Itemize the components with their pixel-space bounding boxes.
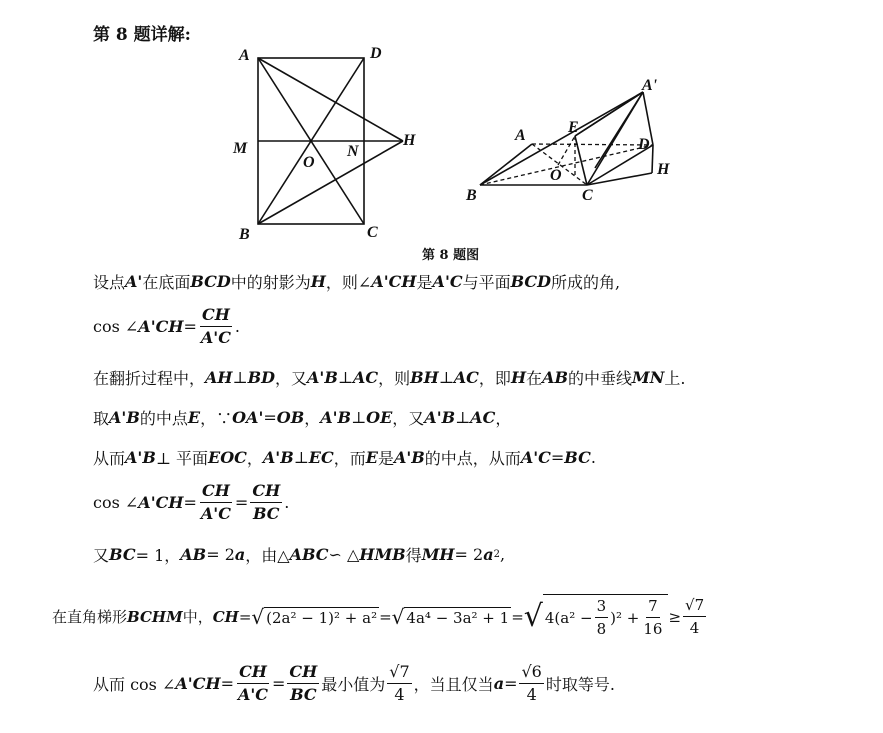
figure-planar [225, 40, 435, 245]
math: A'B [393, 448, 425, 467]
text: = [379, 607, 392, 626]
text: ，又 [392, 409, 425, 428]
math: E [187, 408, 201, 427]
text: ⊥ [351, 408, 367, 427]
math: HMB [359, 545, 406, 564]
math: H [510, 368, 527, 387]
label-O: O [550, 167, 562, 184]
denominator: 16 [643, 620, 663, 638]
text: ， [495, 409, 512, 428]
math: AB [180, 545, 207, 564]
label-M: M [233, 140, 248, 157]
math: BCD [510, 272, 552, 291]
text: = 2 [454, 545, 484, 564]
denominator: 4 [394, 685, 405, 704]
math: BD [247, 368, 275, 387]
label-O: O [303, 154, 315, 171]
math: ABC [289, 545, 329, 564]
text: ⊥ [455, 408, 471, 427]
math: A'C [432, 272, 463, 291]
text: 取 [93, 409, 110, 428]
text: ， [304, 409, 321, 428]
label-C: C [582, 187, 593, 204]
label-A: A [515, 127, 526, 144]
text: 是 [416, 273, 433, 292]
math: A'B [125, 448, 156, 467]
formula-line-2 [93, 305, 240, 348]
text: ⊥ [337, 368, 353, 387]
math: BCD [190, 272, 231, 291]
numerator: CH [200, 481, 232, 503]
text: 最小值为 [321, 675, 386, 694]
text-line-7 [93, 543, 505, 566]
text: . [284, 493, 290, 512]
text: cos ∠ [93, 493, 139, 512]
text: 在底面 [142, 273, 191, 292]
sqrt-1 [251, 605, 379, 629]
text: 与平面 [462, 273, 511, 292]
text: = 1， [135, 546, 181, 565]
exponent: 2 [493, 549, 500, 560]
fraction [236, 662, 270, 705]
text: = [511, 607, 524, 626]
text: 所成的角, [551, 273, 621, 292]
text: ，∵ [200, 409, 233, 428]
text: 在直角梯形 [52, 608, 128, 626]
text: ，当且仅当 [413, 675, 494, 694]
math: EC [308, 448, 334, 467]
sqrt-2 [392, 605, 512, 629]
numerator: CH [250, 481, 282, 503]
text: ⊥ [232, 368, 248, 387]
text: ，由△ [245, 546, 290, 565]
radicand: 4a⁴ − 3a² + 1 [406, 608, 510, 627]
text: , [499, 545, 506, 564]
math: OB [276, 408, 305, 427]
fraction [387, 662, 411, 705]
fraction [199, 481, 233, 524]
label-D: D [638, 136, 650, 153]
denominator: 4 [689, 619, 700, 637]
text: 设点 [93, 273, 126, 292]
math: A'C [520, 448, 551, 467]
text: = [504, 674, 518, 693]
math: AC [352, 368, 379, 387]
denominator: A'C [200, 328, 231, 347]
text: 中， [182, 608, 213, 626]
formula-line-9 [93, 662, 615, 705]
text: ⊥ [438, 368, 454, 387]
text: . [234, 317, 241, 336]
numerator: √7 [683, 595, 706, 617]
math: A'CH [138, 317, 184, 336]
math: A'CH [175, 674, 221, 693]
formula-line-8 [52, 594, 708, 639]
numerator: √6 [519, 662, 543, 684]
solution-heading: 第 8 题详解: [93, 25, 191, 45]
fraction [683, 595, 706, 638]
text: = [263, 408, 277, 427]
math: CH [212, 607, 239, 626]
math: AB [542, 368, 569, 387]
numerator: √7 [387, 662, 411, 684]
math: BH [410, 368, 439, 387]
text: 4(a² − [544, 608, 593, 627]
text: 的中点 [139, 409, 188, 428]
text-line-1 [93, 270, 620, 293]
label-B: B [466, 187, 477, 204]
text: 从而 cos ∠ [93, 675, 176, 694]
fraction [250, 481, 282, 524]
text: 上. [664, 369, 686, 388]
label-H: H [657, 161, 670, 178]
figure-caption: 第 8 题图 [422, 248, 480, 263]
text: = [272, 674, 286, 693]
math: a [483, 545, 494, 564]
text: . [590, 448, 596, 467]
sqrt-sign: √ [251, 604, 265, 629]
text: ， [246, 449, 263, 468]
text: = [238, 607, 252, 626]
text: ，则∠ [325, 273, 372, 292]
radicand [543, 594, 669, 639]
math: a [234, 545, 246, 564]
fraction [519, 662, 543, 705]
math: AC [470, 408, 496, 427]
text: = [183, 493, 197, 512]
math: AH [205, 368, 233, 387]
math: AC [453, 368, 479, 387]
text: 在翻折过程中， [93, 369, 206, 388]
label-B: B [239, 226, 250, 243]
text: = [183, 317, 197, 336]
formula-line-6 [93, 481, 289, 524]
label-C: C [367, 224, 378, 241]
denominator: BC [252, 504, 280, 523]
text: ，而 [333, 449, 366, 468]
text: = [550, 448, 565, 467]
math: A'B [262, 448, 294, 467]
math: A' [125, 272, 143, 291]
numerator: 3 [595, 596, 609, 618]
math: H [310, 272, 326, 291]
fraction [199, 305, 233, 348]
math: OE [366, 408, 393, 427]
text: ∽ △ [328, 545, 360, 564]
figure-folded [460, 78, 695, 208]
math: A'CH [138, 493, 184, 512]
text: ⊥ 平面 [155, 449, 208, 468]
math: A'B [109, 408, 140, 427]
text: ，则 [378, 369, 411, 388]
text: ，又 [275, 369, 308, 388]
math: A'B [307, 368, 338, 387]
sqrt-sign: √ [391, 604, 405, 629]
text: )² + [610, 608, 640, 627]
text: 从而 [93, 449, 126, 468]
text: 在 [526, 369, 543, 388]
numerator: CH [200, 305, 232, 327]
text: 时取等号. [545, 675, 615, 694]
numerator: CH [237, 662, 269, 684]
math: OA' [232, 408, 264, 427]
text: = [220, 674, 234, 693]
math: BC [564, 448, 591, 467]
label-N: N [347, 143, 359, 160]
denominator: 4 [526, 685, 537, 704]
math: BCHM [127, 607, 183, 626]
denominator: BC [290, 685, 317, 704]
sqrt-sign: √ [523, 599, 543, 634]
text: = [234, 493, 249, 512]
fraction [595, 596, 609, 639]
text: 的中点，从而 [424, 449, 521, 468]
fraction [287, 662, 319, 705]
radicand: (2a² − 1)² + a² [266, 608, 378, 627]
numerator: 7 [646, 596, 660, 618]
label-E: E [568, 119, 579, 136]
text: ，即 [478, 369, 511, 388]
text: 又 [93, 546, 110, 565]
label-A-prime: A' [642, 78, 658, 94]
label-H: H [403, 132, 416, 149]
text: ≥ [668, 607, 682, 626]
text-line-4 [93, 406, 511, 429]
math: a [493, 674, 505, 693]
text: 中的射影为 [230, 273, 311, 292]
math: MH [421, 545, 455, 564]
text: cos ∠ [93, 317, 139, 336]
text: 是 [377, 449, 394, 468]
math: A'CH [371, 272, 417, 291]
text-line-5 [93, 446, 596, 469]
text-line-3 [93, 366, 685, 389]
text: 的中垂线 [568, 369, 633, 388]
math: BC [109, 545, 136, 564]
label-D: D [370, 45, 382, 62]
text: ⊥ [293, 448, 309, 467]
math: MN [632, 368, 665, 387]
math: A'B [320, 408, 352, 427]
denominator: 8 [596, 620, 607, 638]
denominator: A'C [200, 504, 231, 523]
denominator: A'C [237, 685, 269, 704]
math: E [365, 448, 378, 467]
math: A'B [424, 408, 456, 427]
label-A: A [239, 47, 250, 64]
text: 得 [405, 546, 422, 565]
numerator: CH [287, 662, 319, 684]
sqrt-3 [524, 594, 669, 639]
fraction [641, 596, 664, 639]
math: EOC [208, 448, 247, 467]
text: = 2 [206, 545, 235, 564]
